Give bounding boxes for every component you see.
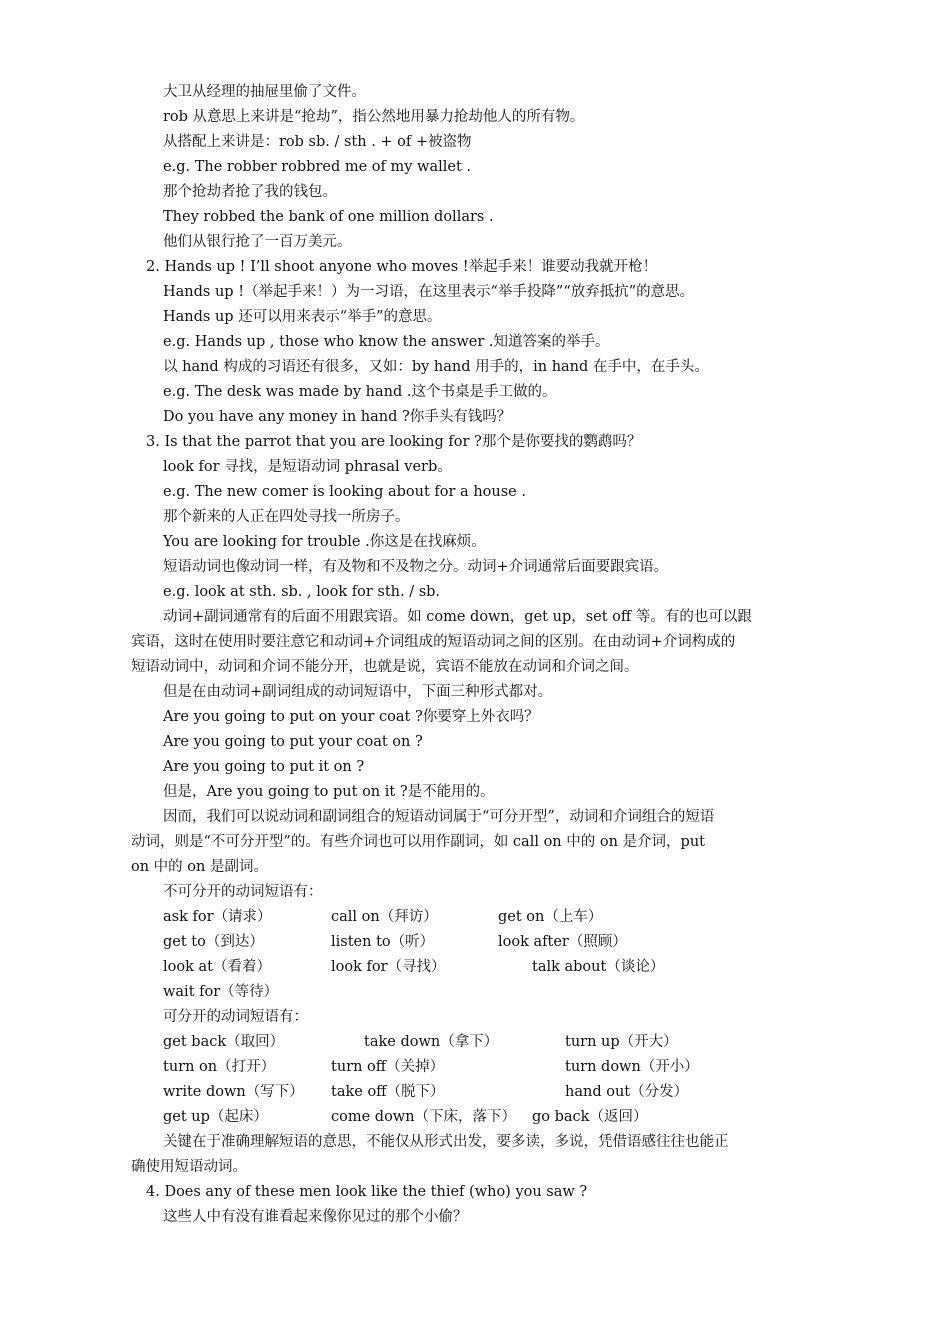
text-line: Are you going to put your coat on ?	[163, 734, 423, 750]
text-line: They robbed the bank of one million dollars .	[163, 209, 494, 225]
section-label-separable: 可分开的动词短语有：	[163, 1009, 308, 1025]
text-line: look for 寻找，是短语动词 phrasal verb。	[163, 459, 452, 475]
phrase-item: turn up（开大）	[565, 1034, 678, 1050]
text-line: 短语动词也像动词一样，有及物和不及物之分。动词+介词通常后面要跟宾语。	[163, 559, 669, 575]
paragraph-line: 短语动词中，动词和介词不能分开，也就是说，宾语不能放在动词和介词之间。	[131, 659, 639, 675]
text-line: 这些人中有没有谁看起来像你见过的那个小偷？	[163, 1209, 468, 1225]
text-line: Hands up !（举起手来！）为一习语，在这里表示“举手投降”“放弃抵抗”的意思。	[163, 284, 695, 300]
text-line: Do you have any money in hand ?你手头有钱吗？	[163, 409, 512, 425]
numbered-item-heading: 4. Does any of these men look like the thief (who) you saw ?	[146, 1184, 588, 1200]
phrase-item: listen to（听）	[331, 934, 435, 950]
phrase-item: look for（寻找）	[331, 959, 446, 975]
section-label-inseparable: 不可分开的动词短语有：	[163, 884, 323, 900]
phrase-item: look after（照顾）	[498, 934, 627, 950]
text-line: 但是在由动词+副词组成的动词短语中，下面三种形式都对。	[163, 684, 553, 700]
paragraph-line: 动词，则是“不可分开型”的。有些介词也可以用作副词，如 call on 中的 on 是介词，put	[131, 834, 705, 850]
text-line: e.g. look at sth. sb. , look for sth. / sb.	[163, 584, 441, 600]
phrase-item: look at（看着）	[163, 959, 271, 975]
phrase-item: get to（到达）	[163, 934, 264, 950]
paragraph-line: 确使用短语动词。	[131, 1159, 247, 1175]
phrase-item: talk about（谈论）	[532, 959, 665, 975]
phrase-item: turn on（打开）	[163, 1059, 276, 1075]
text-line: 那个抢劫者抢了我的钱包。	[163, 184, 337, 200]
phrase-item: wait for（等待）	[163, 984, 279, 1000]
numbered-item-heading: 3. Is that the parrot that you are looking for ?那个是你要找的鹦鹉吗？	[146, 434, 642, 450]
phrase-item: take off（脱下）	[331, 1084, 445, 1100]
paragraph-line: 因而，我们可以说动词和副词组合的短语动词属于“可分开型”，动词和介词组合的短语	[163, 809, 715, 825]
text-line: e.g. The new comer is looking about for a house .	[163, 484, 526, 500]
phrase-item: write down（写下）	[163, 1084, 304, 1100]
numbered-item-heading: 2. Hands up ! I’ll shoot anyone who moves !举起手来！谁要动我就开枪！	[146, 259, 658, 275]
phrase-item: get back（取回）	[163, 1034, 285, 1050]
text-line: 大卫从经理的抽屉里偷了文件。	[163, 84, 366, 100]
text-line: Are you going to put it on ?	[163, 759, 365, 775]
text-line: rob 从意思上来讲是“抢劫”，指公然地用暴力抢劫他人的所有物。	[163, 109, 585, 125]
text-line: e.g. The robber robbred me of my wallet .	[163, 159, 472, 175]
text-line: Are you going to put on your coat ?你要穿上外衣吗？	[163, 709, 539, 725]
phrase-item: ask for（请求）	[163, 909, 272, 925]
phrase-item: turn down（开小）	[565, 1059, 699, 1075]
paragraph-line: 动词+副词通常有的后面不用跟宾语。如 come down，get up，set off 等。有的也可以跟	[163, 609, 752, 625]
text-line: 他们从银行抢了一百万美元。	[163, 234, 352, 250]
text-line: e.g. The desk was made by hand .这个书桌是手工做的。	[163, 384, 557, 400]
text-line: 但是，Are you going to put on it ?是不能用的。	[163, 784, 495, 800]
text-line: You are looking for trouble .你这是在找麻烦。	[163, 534, 486, 550]
phrase-item: call on（拜访）	[331, 909, 438, 925]
text-line: 以 hand 构成的习语还有很多，又如：by hand 用手的，in hand 在手中，在手头。	[163, 359, 709, 375]
text-line: Hands up 还可以用来表示“举手”的意思。	[163, 309, 442, 325]
phrase-item: turn off（关掉）	[331, 1059, 445, 1075]
text-line: 从搭配上来讲是：rob sb. / sth . + of +被盗物	[163, 134, 472, 150]
phrase-item: get on（上车）	[498, 909, 603, 925]
paragraph-line: 宾语，这时在使用时要注意它和动词+介词组成的短语动词之间的区别。在由动词+介词构成的	[131, 634, 736, 650]
paragraph-line: 关键在于准确理解短语的意思，不能仅从形式出发，要多读，多说，凭借语感往往也能正	[163, 1134, 729, 1150]
text-line: e.g. Hands up , those who know the answer .知道答案的举手。	[163, 334, 610, 350]
text-line: 那个新来的人正在四处寻找一所房子。	[163, 509, 410, 525]
phrase-item: hand out（分发）	[565, 1084, 689, 1100]
paragraph-line: on 中的 on 是副词。	[131, 859, 268, 875]
phrase-item: get up（起床）	[163, 1109, 268, 1125]
phrase-item: go back（返回）	[532, 1109, 648, 1125]
phrase-item: take down（拿下）	[364, 1034, 499, 1050]
phrase-item: come down（下床，落下）	[331, 1109, 517, 1125]
